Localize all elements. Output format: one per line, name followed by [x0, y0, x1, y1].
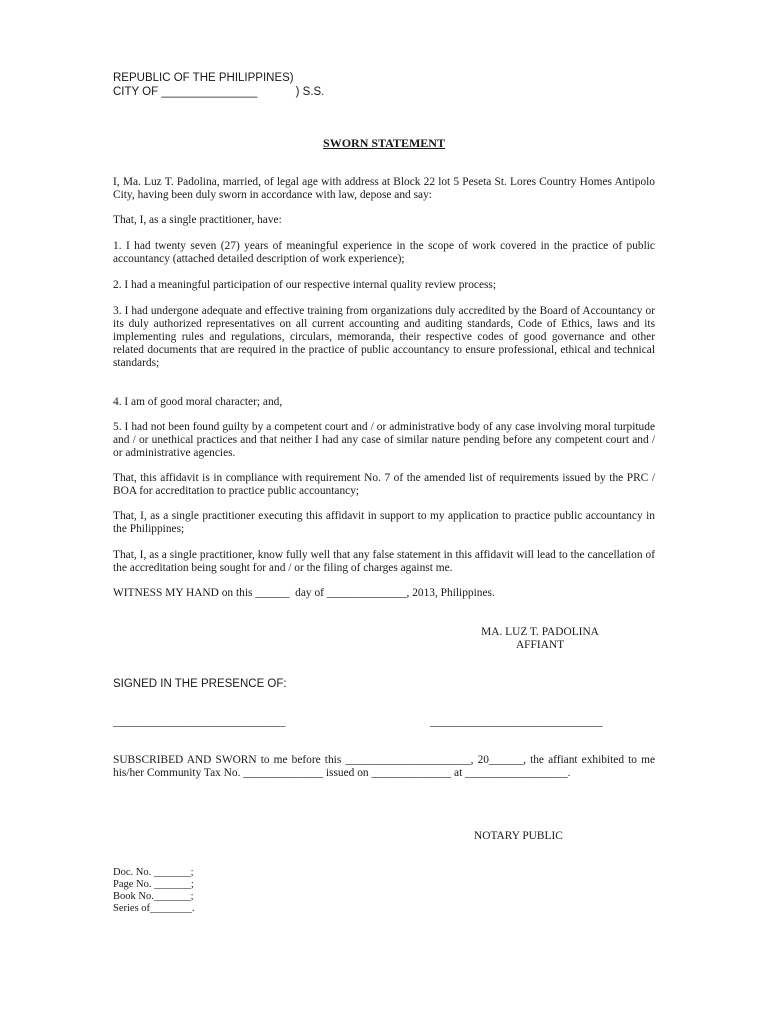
statement-support: That, I, as a single practitioner executing this affidavit in support to my application to practice public accountancy in the Philippines; [113, 510, 655, 535]
item-1: 1. I had twenty seven (27) years of meaningful experience in the scope of work covered in the practice of public accountancy (attached detailed description of work experience); [113, 240, 655, 265]
doc-no: Doc. No. _______; [113, 867, 194, 878]
notary-public: NOTARY PUBLIC [474, 830, 563, 842]
lead-paragraph: That, I, as a single practitioner, have: [113, 214, 282, 226]
book-no: Book No._______; [113, 891, 194, 902]
statement-false-statement: That, I, as a single practitioner, know fully well that any false statement in this affidavit will lead to the cancellation of the accreditation being sought for and / or the filing of charges against me. [113, 549, 655, 574]
witness-my-hand: WITNESS MY HAND on this ______ day of ______________, 2013, Philippines. [113, 587, 495, 599]
affiant-role: AFFIANT [515, 639, 565, 651]
header-republic: REPUBLIC OF THE PHILIPPINES) [113, 72, 294, 84]
statement-compliance: That, this affidavit is in compliance with requirement No. 7 of the amended list of requirements issued by the PRC / BOA for accreditation to practice public accountancy; [113, 472, 655, 497]
notarial-register [113, 867, 195, 915]
intro-paragraph: I, Ma. Luz T. Padolina, married, of legal age with address at Block 22 lot 5 Peseta St. Lores Country Homes Antipolo City, having been duly sworn in accordance with law, depose and say: [113, 176, 655, 201]
item-2: 2. I had a meaningful participation of our respective internal quality review process; [113, 279, 497, 291]
witness-signature-line-left: ______________________________ [113, 716, 286, 728]
item-5: 5. I had not been found guilty by a competent court and / or administrative body of any case involving moral turpitude and / or unethical practices and that neither I had any case of similar nature pending before any competent court and / or administrative agencies. [113, 421, 655, 459]
series-of: Series of________. [113, 903, 195, 914]
affiant-name: MA. LUZ T. PADOLINA [481, 626, 599, 638]
page-no: Page No. _______; [113, 879, 194, 890]
witness-signature-line-right: ______________________________ [430, 716, 603, 728]
document-title: SWORN STATEMENT [323, 136, 445, 150]
subscribed-sworn-paragraph: SUBSCRIBED AND SWORN to me before this ______________________, 20______, the affiant exhibited to me his/her Community Tax No. ______________ issued on ______________ at __________________. [113, 754, 655, 779]
item-3: 3. I had undergone adequate and effective training from organizations duly accredited by the Board of Accountancy or its duly authorized representatives on all current accounting and auditing standards, Code of Ethics, laws and its implementing rules and regulations, circulars, memoranda, their respective codes of good governance and other related documents that are required in the practice of public accountancy to ensure professional, ethical and technical standards; [113, 305, 655, 369]
signed-in-presence: SIGNED IN THE PRESENCE OF: [113, 678, 287, 690]
affiant-block [440, 626, 640, 652]
header-city: CITY OF _______________ ) S.S. [113, 86, 325, 98]
item-4: 4. I am of good moral character; and, [113, 396, 283, 408]
